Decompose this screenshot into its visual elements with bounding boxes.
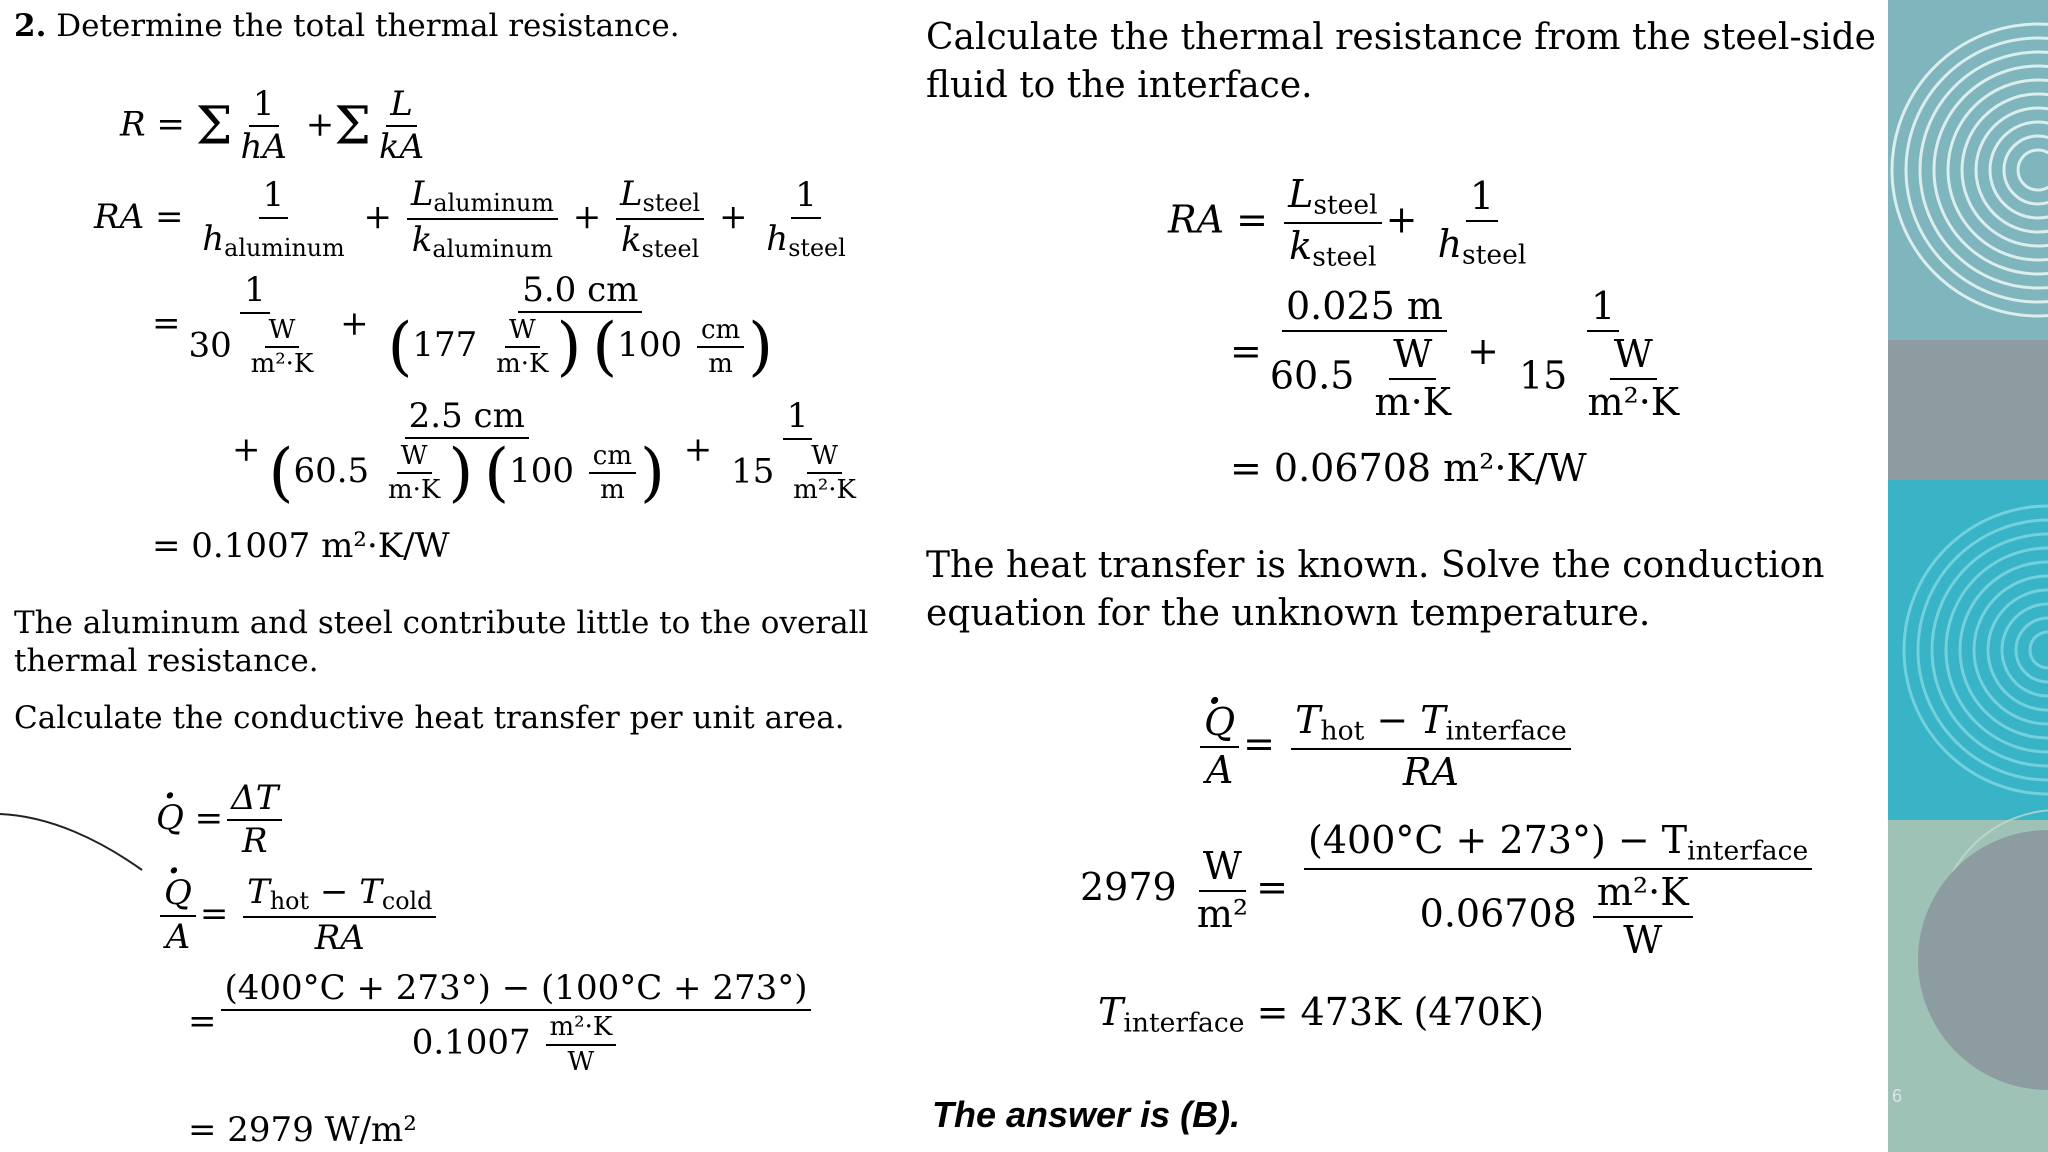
pen-stroke [0,800,160,880]
step-number: 2. [14,8,47,44]
unit-m2k: m²·K [250,349,314,380]
sub-hot: hot [1320,715,1365,747]
unit-mk: m·K [496,349,549,380]
sub-steel: steel [788,233,846,262]
unit-w: W [265,316,300,349]
val-177: 177 [412,325,478,366]
eq-q-over-a: · $\frac{Q}{A}$ = $\frac{T_{hot} - T_{cold}}{RA}$ [156,874,440,958]
paragraph-heat-transfer: Calculate the conductive heat transfer per unit area. [14,700,845,736]
concentric-rings-graphic [1888,0,2048,1152]
unit-w: W [1389,334,1436,380]
paragraph-steel-side: Calculate the thermal resistance from the steel-side fluid to the interface. [926,17,1876,106]
unit-w: W [567,1046,595,1077]
eq-q-interface: · $\frac{Q}{A}$ = $\frac{T_{hot} - T_{interface}}{RA}$ [1196,700,1575,794]
val-100: 100 [617,325,683,366]
sub-aluminum: aluminum [433,188,554,217]
unit-w: W [505,316,540,349]
ra-symbol: RA [1402,749,1459,794]
unit-m2: m² [1196,891,1249,936]
unit-w: W [807,442,842,475]
eq-ra-steel-substituted: = 0.025 m 60.5 $\frac{W}{m\cdot K}$ + 1 15 $\frac{W}{\text{m²·K}}$ [1230,286,1695,423]
eq-ra-lhs: RA = [94,197,184,238]
unit-mk: m·K [1374,379,1452,424]
val-30: 30 [188,325,232,366]
sub-steel: steel [1462,239,1527,271]
sub-steel: steel [1313,189,1378,221]
ra-result: = 0.1007 m²·K/W [152,526,450,566]
val-100: 100 [509,451,574,492]
eq-ra-lhs: RA = [1168,197,1268,242]
paragraph-resistance-note: The aluminum and steel contribute little to the overall thermal resistance. [14,605,869,679]
slide-number: 6 [1892,1086,1903,1106]
unit-m: m [708,349,733,380]
val-15: 15 [1518,353,1568,398]
sub-interface: interface [1123,1007,1245,1039]
unit-m: m [600,475,625,506]
sub-aluminum: aluminum [224,233,345,262]
r-symbol: R [241,821,268,862]
temps-numerator: (400°C + 273°) − (100°C + 273°) [221,970,812,1011]
eq-q-interface-substituted: 2979 $\frac{W}{\text{m²}}$ = $(400^\circ C + 273^\circ) - T_{interface}$ 0.06708 $\frac{\text{m²·K}}{W}$ [1080,820,1816,961]
answer-text: The answer is (B). [932,1094,1241,1135]
eq-total-resistance: R = Σ $\frac{1}{hA}$ +Σ $\frac{L}{kA}$ [120,84,425,168]
eq-ra-steel: RA = $\frac{L_{steel}}{k_{steel}}$ + $\frac{1}{h_{steel}}$ [1168,172,1527,273]
sub-steel: steel [642,188,701,217]
eq-t-interface-result: $T_{interface} = 473K$ (470K) [1098,990,1545,1039]
ra-symbol: RA [314,918,365,959]
val-15: 15 [731,451,775,492]
val-0-06708: 0.06708 [1419,891,1577,936]
val-60-5: 60.5 [1269,353,1355,398]
decorative-panel [1888,0,2048,1152]
unit-w: W [1623,917,1663,962]
sub-hot: hot [269,886,310,915]
step-title-text: Determine the total thermal resistance. [56,8,680,44]
unit-m2k: m²·K [1587,379,1680,424]
val-0-025m: 0.025 m [1282,286,1447,332]
eq-lhs: R = [120,104,185,145]
unit-w: W [1610,334,1657,380]
sub-interface: interface [1687,835,1809,867]
sub-steel: steel [641,235,700,264]
delta-t: ΔT [227,780,282,821]
val-0-1007: 0.1007 [411,1022,531,1063]
unit-w: W [397,442,432,475]
unit-m2k: m²·K [546,1013,617,1046]
eq-q-substituted: = (400°C + 273°) − (100°C + 273°) 0.1007 $\frac{\text{m²·K}}{W}$ [188,970,815,1077]
unit-m2k: m²·K [793,475,856,506]
val-2-5cm: 2.5 cm [405,398,529,439]
ra-steel-result: = 0.06708 m²·K/W [1230,446,1587,490]
temp-numerator: (400°C + 273°) − T [1308,818,1688,862]
step-title [14,8,680,44]
unit-mk: m·K [387,475,441,506]
q-result: = 2979 W/m² [188,1110,417,1150]
unit-w: W [1199,846,1246,892]
t-interface-value: = 473K (470K) [1256,990,1545,1034]
sub-cold: cold [381,886,433,915]
eq-q-dt-r: · Q = $\frac{\Delta T}{R}$ [156,780,286,861]
sub-aluminum: aluminum [432,235,553,264]
paragraph-solve-temp: The heat transfer is known. Solve the conduction equation for the unknown temperature. [926,545,1825,634]
sub-steel: steel [1312,241,1377,273]
val-5cm: 5.0 cm [518,272,642,313]
eq-ra-general: RA = $\frac{1}{h_{aluminum}}$ + $\frac{L_{aluminum}}{k_{aluminum}}$ + $\frac{L_{steel}}{k_{steel}}$ + $\frac{1}{h_{steel}}$ [94,174,846,264]
unit-cm: cm [697,316,744,349]
sub-interface: interface [1445,715,1567,747]
val-60-5: 60.5 [293,451,370,492]
unit-m2k: m²·K [1593,872,1693,918]
unit-cm: cm [589,442,636,475]
val-2979: 2979 [1080,865,1177,910]
eq-ra-substituted-1: = 1 30 $\frac{W}{\text{m²·K}}$ + 5.0 cm (177 $\frac{W}{m\cdot K}$ ) (100 $\frac{cm}{m}$ ) [152,270,774,385]
eq-ra-substituted-2: + 2.5 cm (60.5 $\frac{W}{m\cdot K}$ ) (100 $\frac{cm}{m}$ ) + 1 15 $\frac{W}{\text{m²·K}}$ [232,398,872,505]
